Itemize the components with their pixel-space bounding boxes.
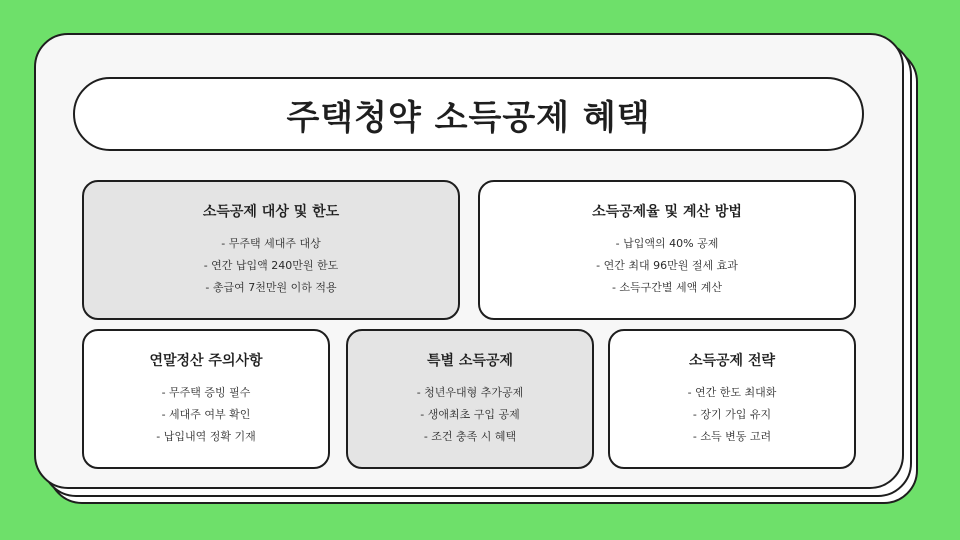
list-item: - 납입내역 정확 기재: [156, 430, 256, 443]
panel-title: 특별 소득공제: [426, 353, 514, 369]
list-item: - 세대주 여부 확인: [161, 408, 251, 421]
list-item: - 연간 한도 최대화: [687, 386, 777, 399]
list-item: - 장기 가입 유지: [692, 408, 772, 421]
list-item: - 납입액의 40% 공제: [615, 237, 719, 250]
list-item: - 소득구간별 세액 계산: [611, 281, 723, 294]
panel-list: [156, 382, 255, 448]
panel-deduction-eligibility: [82, 180, 460, 320]
panel-special-deduction: [346, 329, 594, 469]
list-item: - 연간 최대 96만원 절세 효과: [596, 259, 738, 272]
panel-list: [417, 382, 524, 448]
list-item: - 총급여 7천만원 이하 적용: [205, 281, 337, 294]
panel-list: [596, 233, 738, 299]
panel-deduction-strategy: [608, 329, 856, 469]
panel-title: 연말정산 주의사항: [149, 353, 263, 369]
title-bar: [73, 77, 864, 151]
list-item: - 청년우대형 추가공제: [416, 386, 524, 399]
panel-list: [688, 382, 777, 448]
list-item: - 생애최초 구입 공제: [420, 408, 520, 421]
page-title: 주택청약 소득공제 혜택: [286, 97, 651, 138]
list-item: - 소득 변동 고려: [692, 430, 772, 443]
panel-title: 소득공제 전략: [688, 353, 776, 369]
list-item: - 무주택 증빙 필수: [161, 386, 251, 399]
list-item: - 조건 충족 시 혜택: [423, 430, 517, 443]
list-item: - 무주택 세대주 대상: [221, 237, 321, 250]
panel-list: [204, 233, 339, 299]
list-item: - 연간 납입액 240만원 한도: [203, 259, 339, 272]
panel-title: 소득공제율 및 계산 방법: [592, 204, 742, 220]
panel-title: 소득공제 대상 및 한도: [202, 204, 340, 220]
panel-deduction-rate: [478, 180, 856, 320]
panel-year-end-cautions: [82, 329, 330, 469]
